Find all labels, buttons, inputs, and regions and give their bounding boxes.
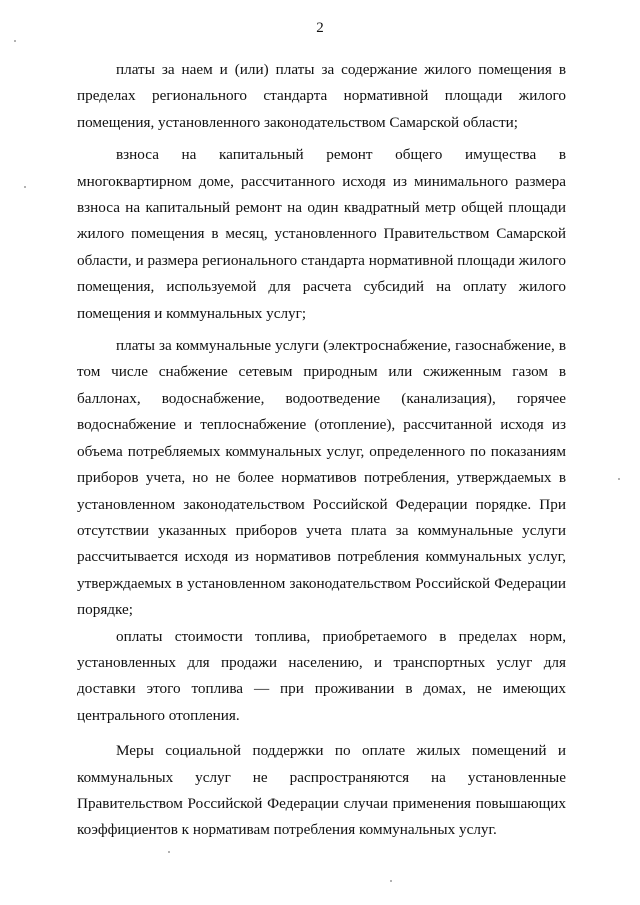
scan-speck [618,478,620,480]
document-body [77,57,566,844]
paragraph-utilities: платы за коммунальные услуги (электроснабжение, газоснабжение, в том числе снабжение сетевым природным или сжиженным газом в баллонах, водоснабжение, водоотведение (канализация), горячее водоснабжение и теплоснабжение (отопление), рассчитанной исходя из объема потребляемых коммунальных услуг, определенного по показаниям приборов учета, но не более нормативов потребления, утверждаемых в установленном законодательством Российской Федерации порядке. При отсутствии указанных приборов учета плата за коммунальные услуги рассчитывается исходя из нормативов потребления коммунальных услуг, утверждаемых в установленном законодательством Российской Федерации порядке; [77,337,566,619]
scan-speck [390,880,392,882]
scan-speck [14,40,16,42]
paragraph-capital-repair: взноса на капитальный ремонт общего имущества в многоквартирном доме, рассчитанного исходя из минимального размера взноса на капитальный ремонт на один квадратный метр общей площади жилого помещения в месяц, установленного Правительством Самарской области, и размера регионального стандарта нормативной площади жилого помещения, используемой для расчета субсидий на оплату жилого помещения и коммунальных услуг; [77,146,566,322]
paragraph-exclusions: Меры социальной поддержки по оплате жилых помещений и коммунальных услуг не распространяются на установленные Правительством Российской Федерации случаи применения повышающих коэффициентов к нормативам потребления коммунальных услуг. [77,742,566,839]
paragraph-fuel: оплаты стоимости топлива, приобретаемого в пределах норм, установленных для продажи населению, и транспортных услуг для доставки этого топлива — при проживании в домах, не имеющих центрального отопления. [77,627,566,724]
page-number: 2 [316,20,324,36]
paragraph-rent: платы за наем и (или) платы за содержание жилого помещения в пределах регионального стандарта нормативной площади жилого помещения, установленного законодательством Самарской области; [77,61,566,131]
scan-speck [24,186,26,188]
scan-speck [168,851,170,853]
